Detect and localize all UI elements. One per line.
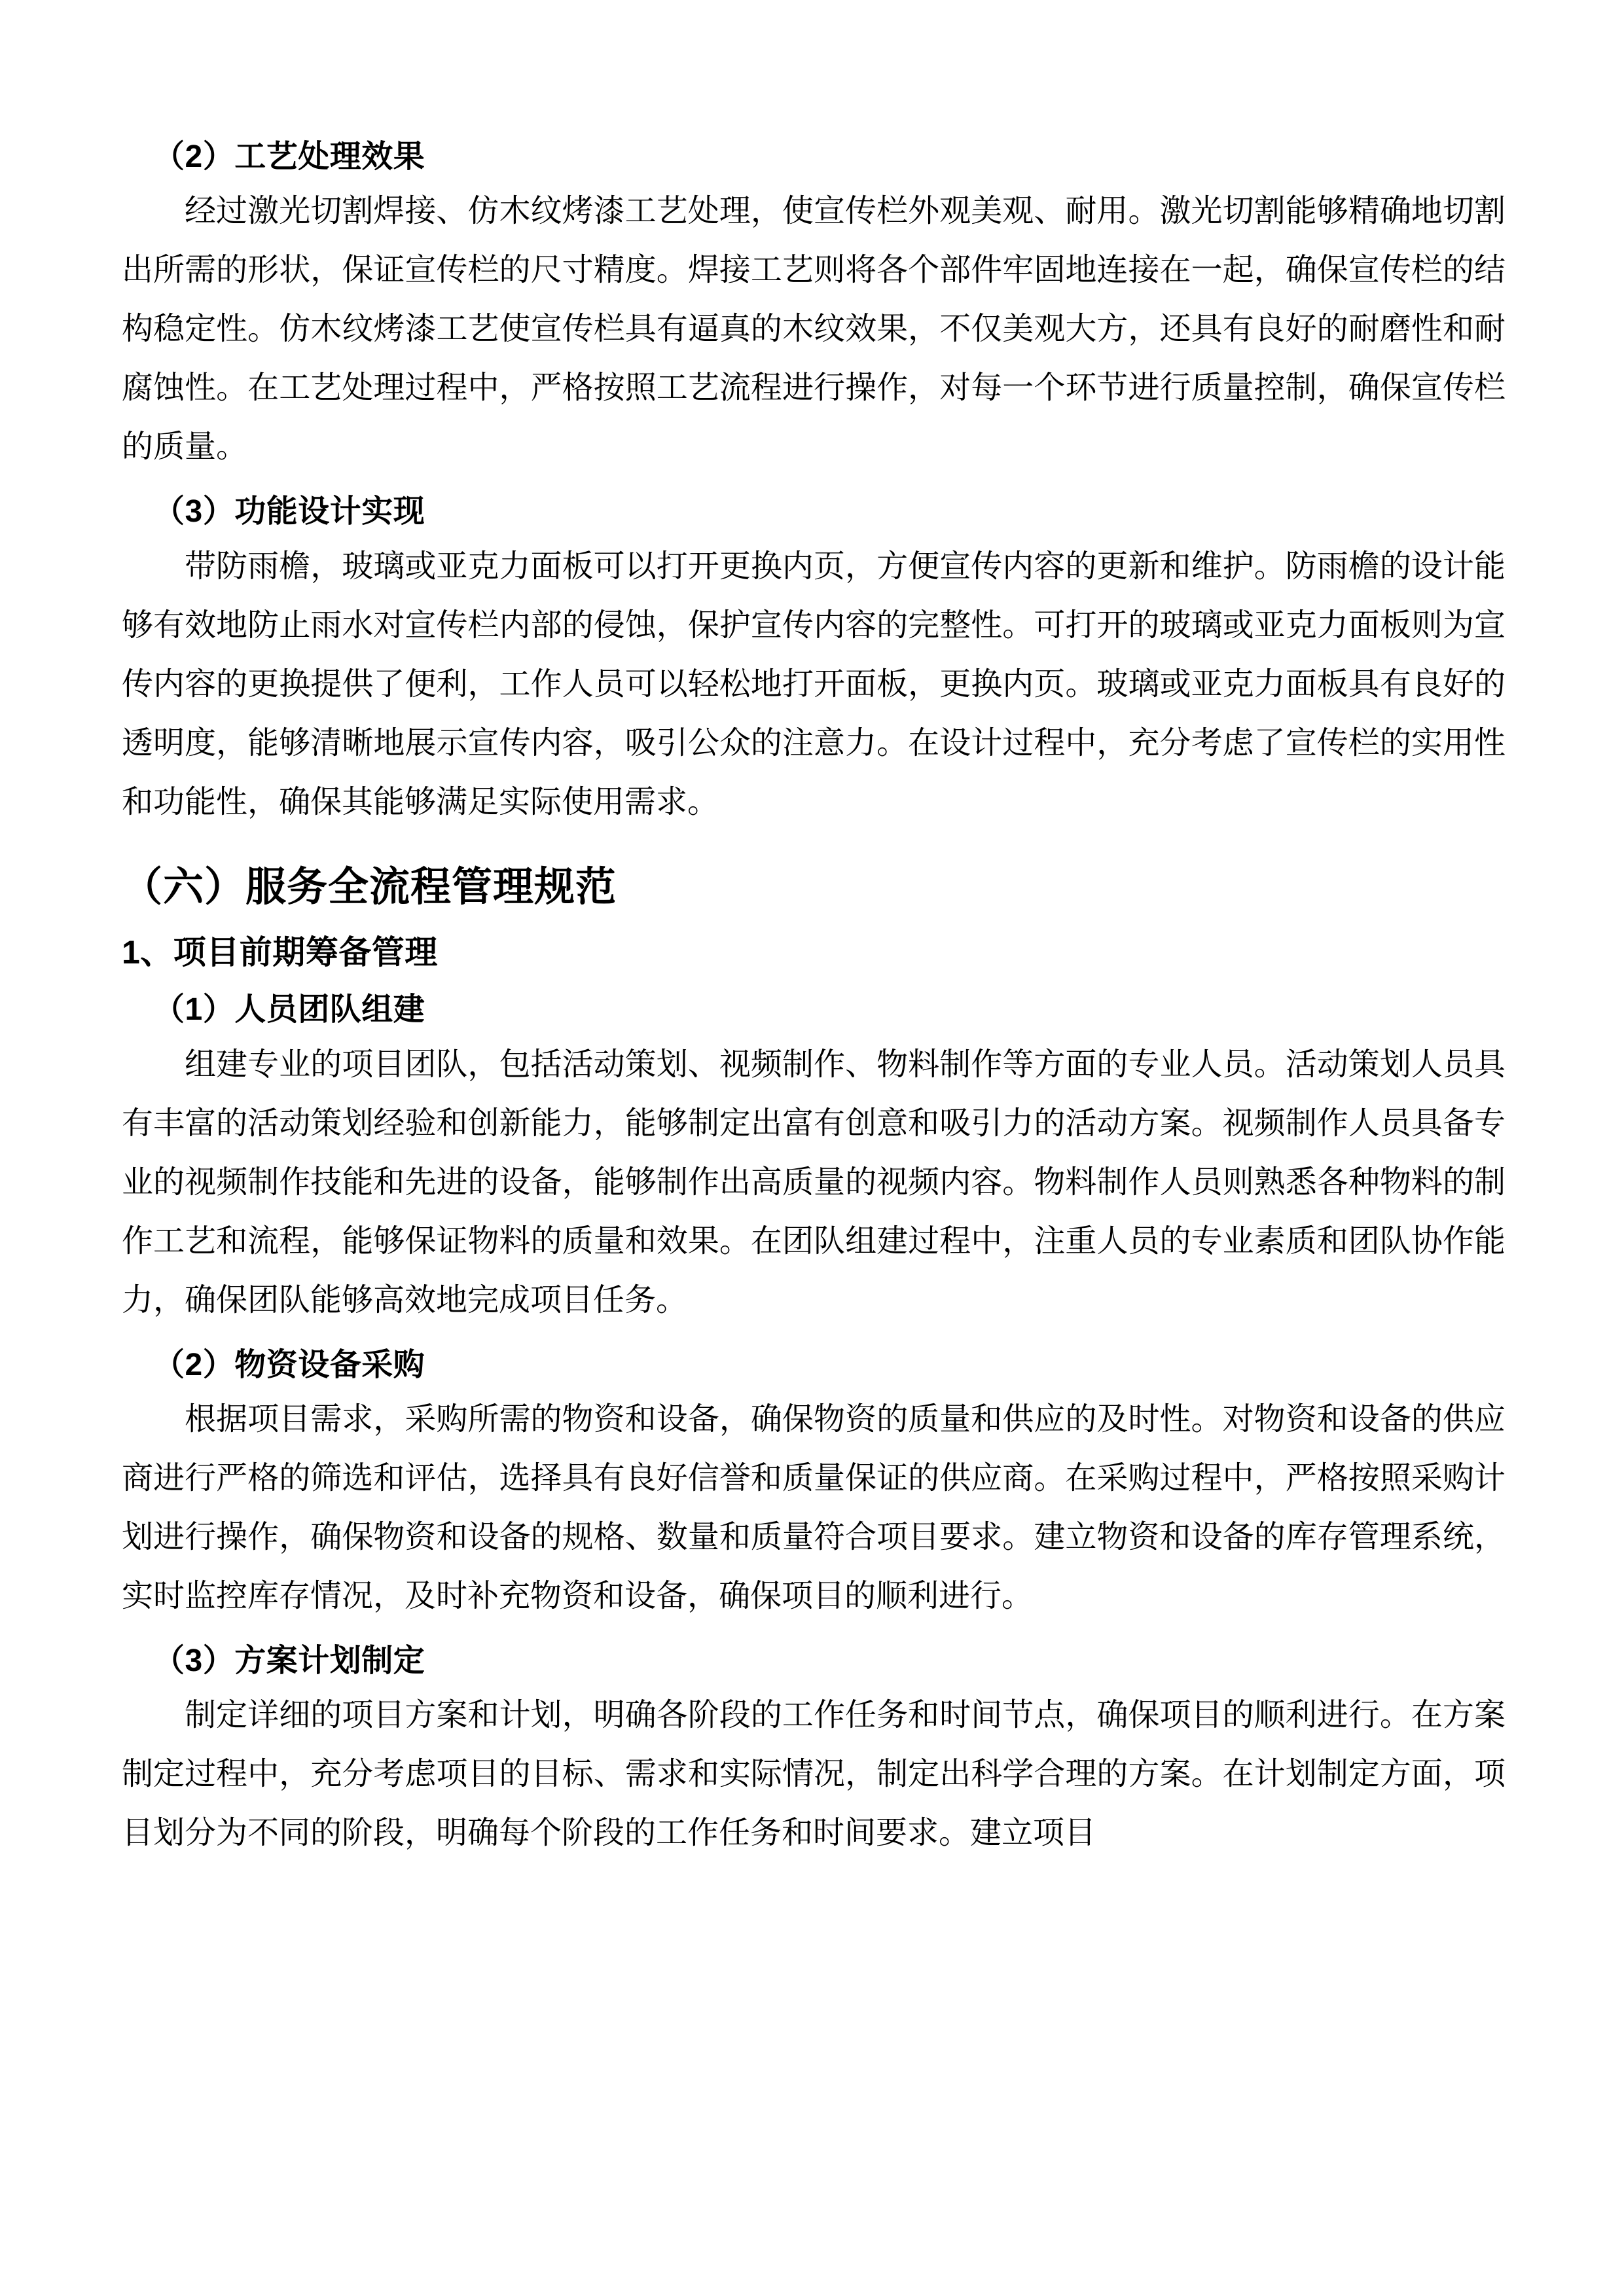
paragraph-function-design: 带防雨檐，玻璃或亚克力面板可以打开更换内页，方便宣传内容的更新和维护。防雨檐的设计能够有效地防止雨水对宣传栏内部的侵蚀，保护宣传内容的完整性。可打开的玻璃或亚克力面板则为宣传内容的更换提供了便利，工作人员可以轻松地打开面板，更换内页。玻璃或亚克力面板具有良好的透明度，能够清晰地展示宣传内容，吸引公众的注意力。在设计过程中，充分考虑了宣传栏的实用性和功能性，确保其能够满足实际使用需求。	[122, 548, 1506, 819]
heading-function-design: （3）功能设计实现	[153, 494, 425, 529]
heading-craft-effect: （2）工艺处理效果	[153, 139, 425, 174]
paragraph-plan-making: 制定详细的项目方案和计划，明确各阶段的工作任务和时间节点，确保项目的顺利进行。在方案制定过程中，充分考虑项目的目标、需求和实际情况，制定出科学合理的方案。在计划制定方面，项目划分为不同的阶段，明确每个阶段的工作任务和时间要求。建立项目	[122, 1698, 1506, 1851]
document-body	[122, 136, 1506, 1863]
heading-preparation-management: 1、项目前期筹备管理	[122, 934, 438, 971]
heading-plan-making: （3）方案计划制定	[153, 1643, 425, 1679]
paragraph-team-building: 组建专业的项目团队，包括活动策划、视频制作、物料制作等方面的专业人员。活动策划人员具有丰富的活动策划经验和创新能力，能够制定出富有创意和吸引力的活动方案。视频制作人员具备专业的视频制作技能和先进的设备，能够制作出高质量的视频内容。物料制作人员则熟悉各种物料的制作工艺和流程，能够保证物料的质量和效果。在团队组建过程中，注重人员的专业素质和团队协作能力，确保团队能够高效地完成项目任务。	[122, 1047, 1506, 1318]
heading-team-building: （1）人员团队组建	[153, 992, 425, 1028]
heading-section-six: （六）服务全流程管理规范	[122, 864, 617, 910]
heading-procurement: （2）物资设备采购	[153, 1347, 425, 1382]
paragraph-procurement: 根据项目需求，采购所需的物资和设备，确保物资的质量和供应的及时性。对物资和设备的供应商进行严格的筛选和评估，选择具有良好信誉和质量保证的供应商。在采购过程中，严格按照采购计划进行操作，确保物资和设备的规格、数量和质量符合项目要求。建立物资和设备的库存管理系统，实时监控库存情况，及时补充物资和设备，确保项目的顺利进行。	[122, 1402, 1506, 1614]
paragraph-craft-effect: 经过激光切割焊接、仿木纹烤漆工艺处理，使宣传栏外观美观、耐用。激光切割能够精确地切割出所需的形状，保证宣传栏的尺寸精度。焊接工艺则将各个部件牢固地连接在一起，确保宣传栏的结构稳定性。仿木纹烤漆工艺使宣传栏具有逼真的木纹效果，不仅美观大方，还具有良好的耐磨性和耐腐蚀性。在工艺处理过程中，严格按照工艺流程进行操作，对每一个环节进行质量控制，确保宣传栏的质量。	[122, 194, 1506, 465]
